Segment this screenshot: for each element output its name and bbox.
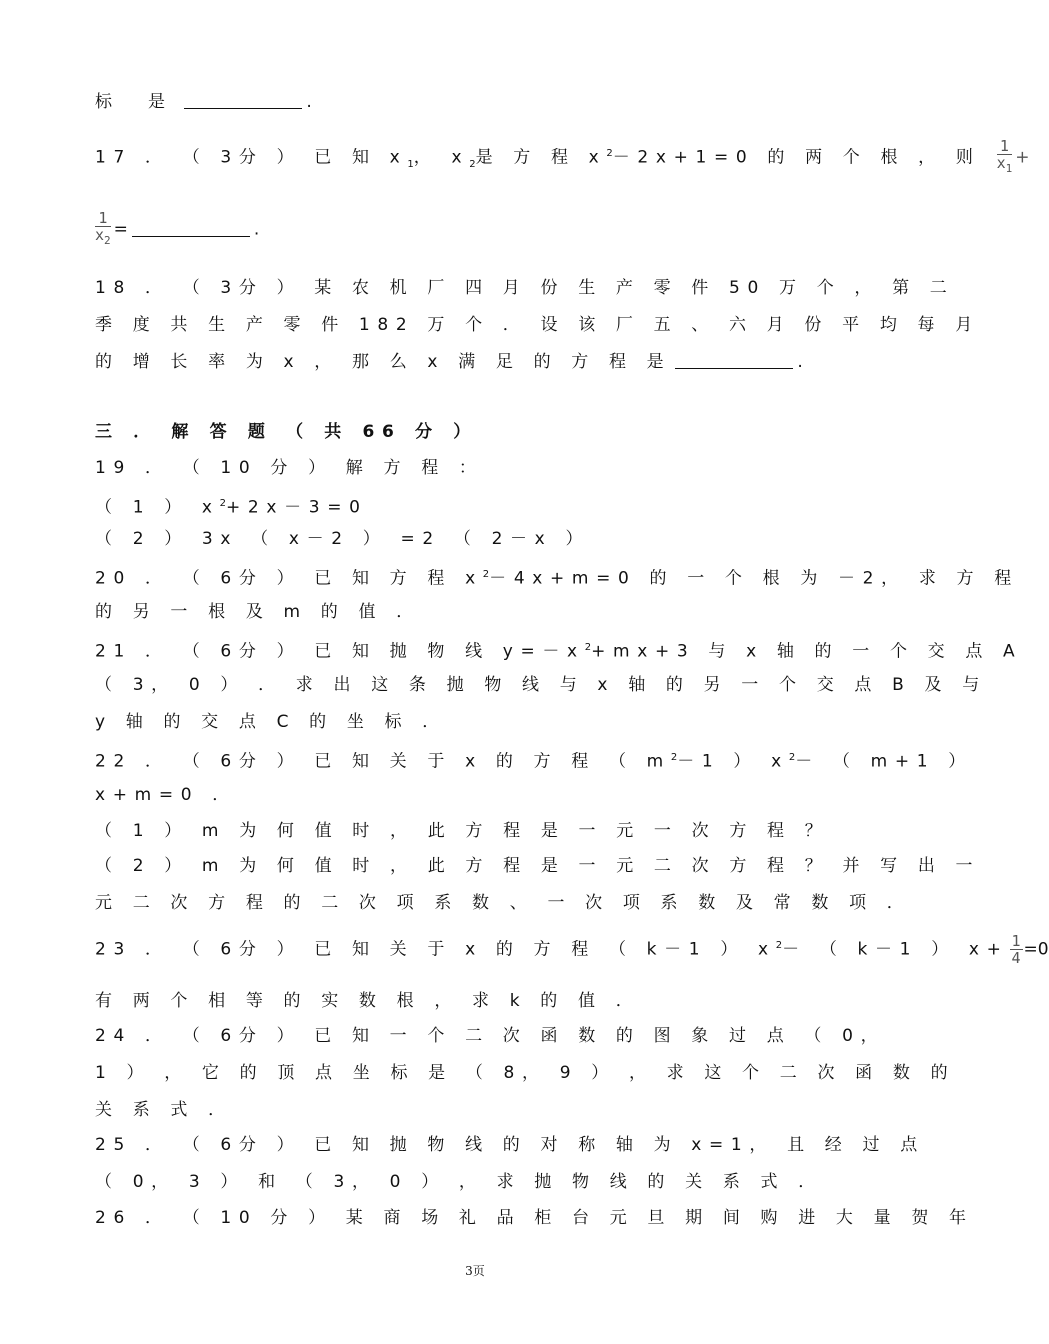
question-24-line2: 1 ） ， 它 的 顶 点 坐 标 是 （ 8， 9 ） ， 求 这 个 二 次 函 数 的 <box>95 1063 956 1083</box>
section-heading: 三 ． 解 答 题 （ 共 66 分 ） <box>95 422 478 442</box>
question-24-line3: 关 系 式 ． <box>95 1100 233 1120</box>
question-17-continuation: $\frac{1}{x_2}$ = . <box>95 209 275 247</box>
question-19-part1: （ 1 ） $x^2+2x-3=0$ <box>95 497 368 518</box>
question-18-line2: 季 度 共 生 产 零 件 182 万 个 ． 设 该 厂 五 、 六 月 份 平 均 每 月 <box>95 315 980 335</box>
question-23-line2: 有 两 个 相 等 的 实 数 根 ， 求 k 的 值 ． <box>95 991 641 1011</box>
question-18-line3: 的 增 长 率 为 x ， 那 么 x 满 足 的 方 程 是 . <box>95 352 811 372</box>
answer-blank[interactable] <box>132 220 250 237</box>
question-25: 25 ． （ 6分 ） 已 知 抛 物 线 的 对 称 轴 为 x=1， 且 经 过 点 <box>95 1135 925 1155</box>
question-19-part2: （ 2 ） 3x （ x－2 ） =2 （ 2－x ） <box>95 529 591 549</box>
question-22: 22 ． （ 6分 ） 已 知 关 于 x 的 方 程 （ $m^2-1$ ） $x^2-$ （ m+1 ） <box>95 751 973 772</box>
question-17: 17 ． （ 3分 ） 已 知 $x_1$， $x_2$是 方 程 $x^2-2x+1=0$ 的 两 个 根 ， 则 $\frac{1}{x_1}$ + <box>95 137 1038 175</box>
question-21: 21 ． （ 6分 ） 已 知 抛 物 线 $y=-x^2+mx+3$ 与 x 轴 的 一 个 交 点 A <box>95 641 1023 662</box>
question-26: 26 ． （ 10 分 ） 某 商 场 礼 品 柜 台 元 旦 期 间 购 进 大 量 贺 年 <box>95 1208 974 1228</box>
question-22-part2: （ 2 ） m 为 何 值 时 ， 此 方 程 是 一 元 二 次 方 程 ？ 并 写 出 一 <box>95 856 981 876</box>
question-22-part2-line2: 元 二 次 方 程 的 二 次 项 系 数 、 一 次 项 系 数 及 常 数 项 ． <box>95 893 912 913</box>
question-19: 19 ． （ 10 分 ） 解 方 程 ： <box>95 458 484 478</box>
question-22-line2: x+m=0 ． <box>95 785 237 805</box>
page-number: 3页 <box>465 1264 485 1278</box>
question-20: 20 ． （ 6分 ） 已 知 方 程 $x^2-4x+m=0$ 的 一 个 根 为 －2， 求 方 程 <box>95 568 1019 589</box>
question-21-line2: （ 3， 0 ） ． 求 出 这 条 抛 物 线 与 x 轴 的 另 一 个 交 点 B 及 与 <box>95 675 987 695</box>
answer-blank[interactable] <box>675 352 793 369</box>
question-20-line2: 的 另 一 根 及 m 的 值 ． <box>95 602 421 622</box>
fraction-1-over-x2: $\frac{1}{x_2}$ <box>95 209 111 247</box>
question-18: 18 ． （ 3分 ） 某 农 机 厂 四 月 份 生 产 零 件 50 万 个 ， 第 二 <box>95 278 955 298</box>
question-21-line3: y 轴 的 交 点 C 的 坐 标 ． <box>95 712 447 732</box>
question-22-part1: （ 1 ） m 为 何 值 时 ， 此 方 程 是 一 元 一 次 方 程 ？ <box>95 821 830 841</box>
question-23: 23 ． （ 6分 ） 已 知 关 于 x 的 方 程 （ k－1 ） $x^2-$ （ k－1 ） x+ $\frac{1}{4}$ =0 <box>95 932 1049 967</box>
question-25-line2: （ 0， 3 ） 和 （ 3， 0 ） ， 求 抛 物 线 的 关 系 式 ． <box>95 1172 823 1192</box>
fraction-1-over-x1: $\frac{1}{x_1}$ <box>996 137 1013 175</box>
fraction-1-over-4: $\frac{1}{4}$ <box>1011 932 1021 967</box>
question-24: 24 ． （ 6分 ） 已 知 一 个 二 次 函 数 的 图 象 过 点 （ 0， <box>95 1026 886 1046</box>
answer-blank[interactable] <box>184 92 302 109</box>
line-continuation: 标 是 . <box>95 92 328 112</box>
